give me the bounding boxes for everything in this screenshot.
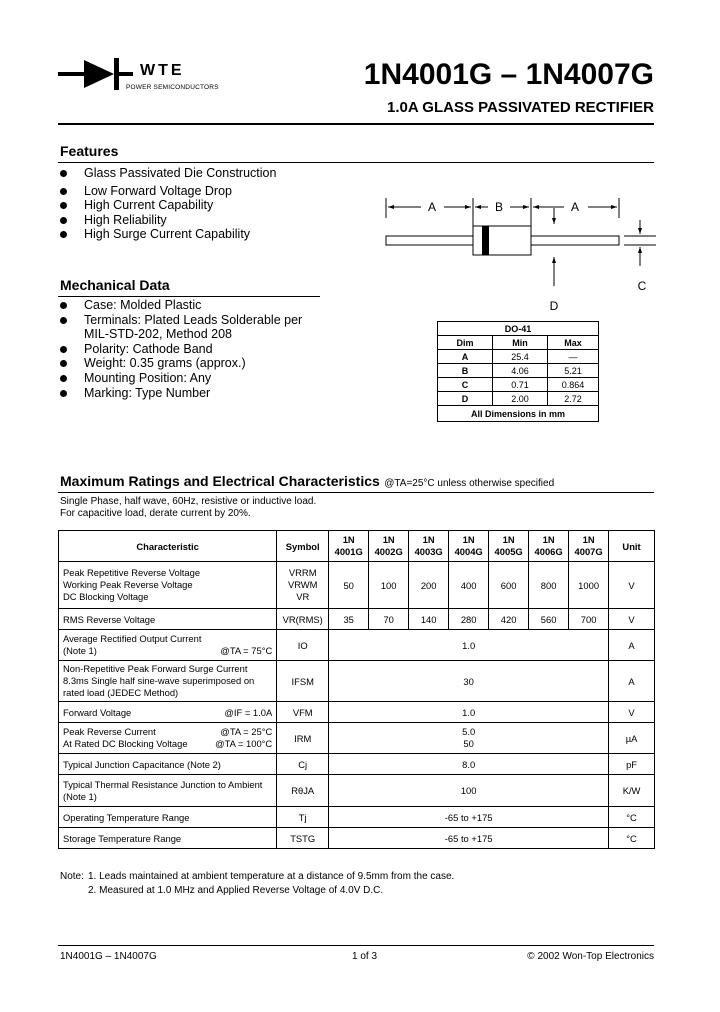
note-2: 2. Measured at 1.0 MHz and Applied Reverse Voltage of 4.0V D.C. — [88, 885, 384, 896]
dim-label-b: B — [494, 200, 504, 214]
dim-cell: C — [438, 378, 493, 392]
table-row — [438, 350, 599, 364]
ratings-note-1: Single Phase, half wave, 60Hz, resistive or inductive load. — [60, 496, 317, 507]
table-row — [59, 562, 655, 609]
list-item: Terminals: Plated Leads Solderable per MIL-STD-202, Method 208 — [58, 313, 318, 342]
table-row — [59, 702, 655, 723]
value-cell: 280 — [449, 609, 489, 630]
dim-label-a: A — [427, 200, 437, 214]
unit-cell: µA — [609, 723, 655, 754]
header-divider — [58, 123, 654, 125]
header-part: 1N 4006G — [529, 531, 569, 562]
list-item: Mounting Position: Any — [58, 371, 318, 386]
notes-label: Note: — [60, 871, 84, 882]
table-row — [59, 661, 655, 702]
char-irm: Peak Reverse Current @TA = 25°C At Rated DC Blocking Voltage @TA = 100°C — [59, 723, 277, 754]
value-cell: 200 — [409, 562, 449, 609]
table-row — [59, 630, 655, 661]
dim-table-package: DO-41 — [438, 322, 599, 336]
dimension-table — [437, 321, 599, 422]
features-title: Features — [60, 143, 119, 159]
ratings-condition: @TA=25°C unless otherwise specified — [384, 478, 555, 489]
symbol-irm: IRM — [277, 723, 329, 754]
value-cell: 50 — [329, 562, 369, 609]
header-part: 1N 4007G — [569, 531, 609, 562]
value-cell: 600 — [489, 562, 529, 609]
symbol-tj: Tj — [277, 807, 329, 828]
value-cell: 420 — [489, 609, 529, 630]
char-tstg: Storage Temperature Range — [59, 828, 277, 849]
dim-cell: — — [548, 350, 599, 364]
char-vfm: Forward Voltage @IF = 1.0A — [59, 702, 277, 723]
value-cell: 140 — [409, 609, 449, 630]
list-item: High Surge Current Capability — [58, 227, 358, 242]
ratings-rule — [58, 492, 654, 493]
value-cell: 800 — [529, 562, 569, 609]
value-cell: 100 — [329, 775, 609, 807]
value-cell: 1.0 — [329, 702, 609, 723]
list-item: Case: Molded Plastic — [58, 298, 318, 313]
char-io: Average Rectified Output Current (Note 1) @TA = 75°C — [59, 630, 277, 661]
unit-cell: pF — [609, 754, 655, 775]
package-outline-diagram — [376, 190, 666, 320]
value-cell: 30 — [329, 661, 609, 702]
header-symbol: Symbol — [277, 531, 329, 562]
header-part: 1N 4002G — [369, 531, 409, 562]
dim-cell: 25.4 — [493, 350, 548, 364]
list-item: Glass Passivated Die Construction — [58, 166, 358, 181]
list-item: High Reliability — [58, 213, 358, 228]
mechanical-title: Mechanical Data — [60, 277, 170, 293]
header-part: 1N 4001G — [329, 531, 369, 562]
footer-rule — [58, 945, 654, 946]
unit-cell: V — [609, 702, 655, 723]
brand-subtitle: POWER SEMICONDUCTORS — [126, 84, 219, 91]
wte-logo-icon — [58, 50, 218, 100]
unit-cell: V — [609, 562, 655, 609]
list-item: Low Forward Voltage Drop — [58, 184, 358, 199]
header-part: 1N 4004G — [449, 531, 489, 562]
value-cell: 35 — [329, 609, 369, 630]
header-part: 1N 4005G — [489, 531, 529, 562]
brand-name: WTE — [140, 62, 185, 79]
note-1: 1. Leads maintained at ambient temperature at a distance of 9.5mm from the case. — [88, 871, 455, 882]
footer-copyright: © 2002 Won-Top Electronics — [527, 951, 654, 962]
symbol-rja: RθJA — [277, 775, 329, 807]
table-row — [438, 364, 599, 378]
char-ifsm: Non-Repetitive Peak Forward Surge Current 8.3ms Single half sine-wave superimposed on rated load (JEDEC Method) — [59, 661, 277, 702]
table-row — [59, 807, 655, 828]
list-item: Polarity: Cathode Band — [58, 342, 318, 357]
value-cell: 1.0 — [329, 630, 609, 661]
table-row — [438, 392, 599, 406]
ratings-table — [58, 530, 655, 849]
dim-label-a: A — [570, 200, 580, 214]
char-rja: Typical Thermal Resistance Junction to Ambient (Note 1) — [59, 775, 277, 807]
table-row — [59, 723, 655, 754]
symbol-vrrm: VRRM VRWM VR — [277, 562, 329, 609]
list-item: High Current Capability — [58, 198, 358, 213]
dim-cell: B — [438, 364, 493, 378]
value-cell: 1000 — [569, 562, 609, 609]
value-cell: 400 — [449, 562, 489, 609]
char-vrms: RMS Reverse Voltage — [59, 609, 277, 630]
value-cell: 5.0 50 — [329, 723, 609, 754]
dim-cell: 5.21 — [548, 364, 599, 378]
unit-cell: K/W — [609, 775, 655, 807]
value-cell: 100 — [369, 562, 409, 609]
symbol-vfm: VFM — [277, 702, 329, 723]
value-cell: 70 — [369, 609, 409, 630]
header-part: 1N 4003G — [409, 531, 449, 562]
table-row — [438, 378, 599, 392]
table-row — [59, 609, 655, 630]
page-subtitle: 1.0A GLASS PASSIVATED RECTIFIER — [387, 99, 654, 116]
value-cell: 560 — [529, 609, 569, 630]
header-unit: Unit — [609, 531, 655, 562]
footer-part-range: 1N4001G – 1N4007G — [60, 951, 157, 962]
dim-cell: 4.06 — [493, 364, 548, 378]
dim-header: Min — [493, 336, 548, 350]
mechanical-rule — [58, 296, 320, 297]
unit-cell: °C — [609, 807, 655, 828]
dim-cell: D — [438, 392, 493, 406]
unit-cell: V — [609, 609, 655, 630]
unit-cell: A — [609, 661, 655, 702]
unit-cell: °C — [609, 828, 655, 849]
dim-header: Max — [548, 336, 599, 350]
ratings-heading — [60, 473, 554, 491]
header-characteristic: Characteristic — [59, 531, 277, 562]
value-cell: -65 to +175 — [329, 828, 609, 849]
dim-cell: 2.00 — [493, 392, 548, 406]
symbol-io: IO — [277, 630, 329, 661]
char-vrrm: Peak Repetitive Reverse Voltage Working Peak Reverse Voltage DC Blocking Voltage — [59, 562, 277, 609]
char-cj: Typical Junction Capacitance (Note 2) — [59, 754, 277, 775]
ratings-title: Maximum Ratings and Electrical Characteristics — [60, 473, 380, 489]
list-item: Marking: Type Number — [58, 386, 318, 401]
dim-cell: 0.864 — [548, 378, 599, 392]
table-row — [59, 754, 655, 775]
dim-label-d: D — [549, 299, 559, 313]
dim-cell: A — [438, 350, 493, 364]
dim-table-footer: All Dimensions in mm — [438, 406, 599, 422]
symbol-cj: Cj — [277, 754, 329, 775]
unit-cell: A — [609, 630, 655, 661]
value-cell: 700 — [569, 609, 609, 630]
features-list — [58, 166, 358, 242]
table-header-row — [59, 531, 655, 562]
symbol-vrms: VR(RMS) — [277, 609, 329, 630]
ratings-note-2: For capacitive load, derate current by 20%. — [60, 508, 251, 519]
table-row — [59, 775, 655, 807]
features-rule — [58, 162, 654, 163]
symbol-tstg: TSTG — [277, 828, 329, 849]
mechanical-list — [58, 298, 318, 400]
dim-cell: 0.71 — [493, 378, 548, 392]
dim-label-c: C — [637, 279, 647, 293]
footer-page-number: 1 of 3 — [352, 951, 378, 962]
dim-cell: 2.72 — [548, 392, 599, 406]
symbol-ifsm: IFSM — [277, 661, 329, 702]
table-row — [59, 828, 655, 849]
list-item: Weight: 0.35 grams (approx.) — [58, 356, 318, 371]
char-tj: Operating Temperature Range — [59, 807, 277, 828]
value-cell: -65 to +175 — [329, 807, 609, 828]
page-title: 1N4001G – 1N4007G — [363, 58, 654, 91]
dim-header: Dim — [438, 336, 493, 350]
value-cell: 8.0 — [329, 754, 609, 775]
